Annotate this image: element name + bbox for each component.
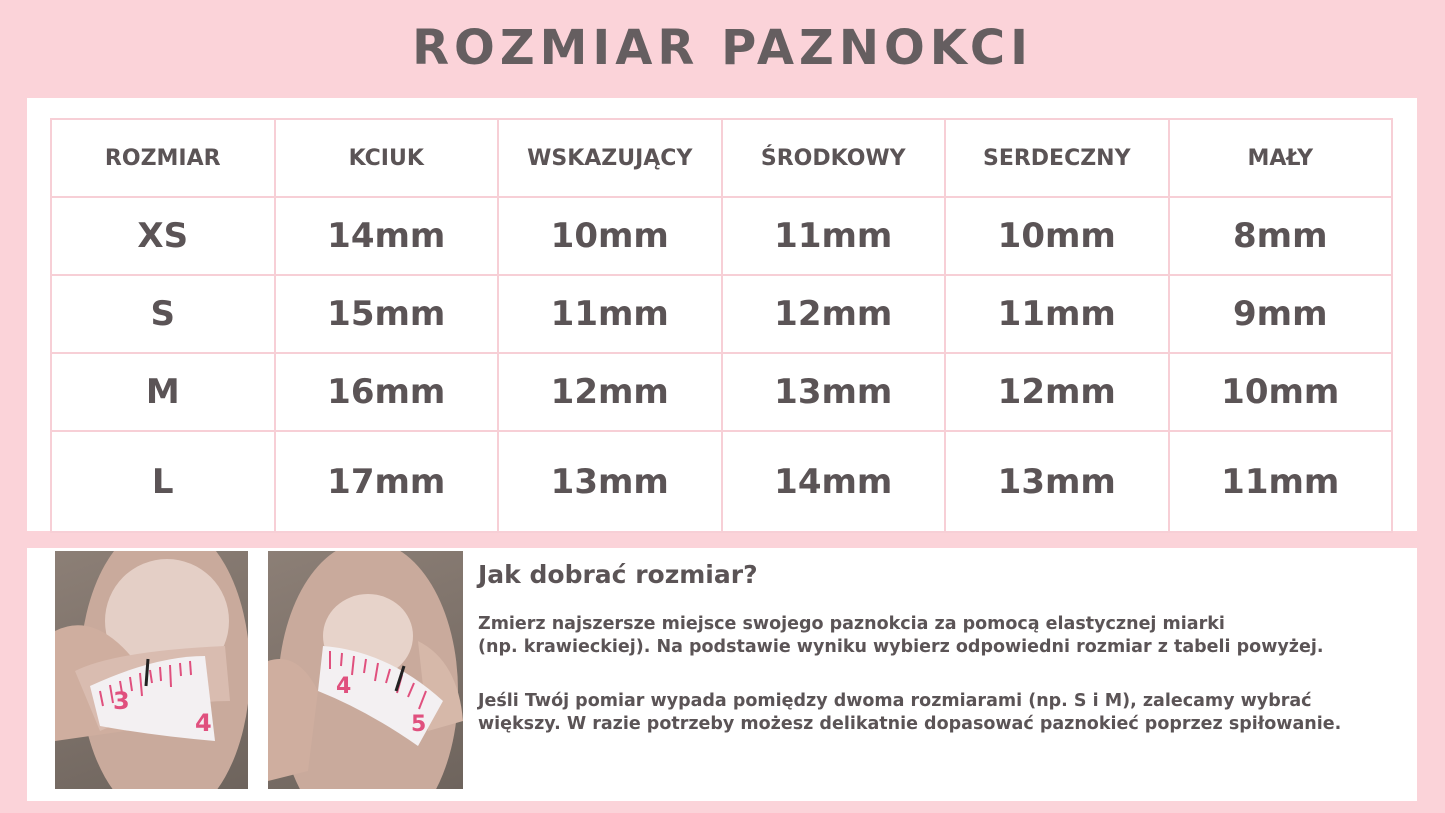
instruction-paragraph <box>478 613 1403 659</box>
page-title: ROZMIAR PAZNOKCI <box>412 20 1033 76</box>
instruction-line: Zmierz najszersze miejsce swojego paznokcia za pomocą elastycznej miarki <box>478 614 1225 634</box>
cell-index: 13mm <box>498 431 722 532</box>
header-ring: SERDECZNY <box>945 119 1169 197</box>
cell-little: 8mm <box>1169 197 1393 275</box>
cell-index: 11mm <box>498 275 722 353</box>
cell-middle: 12mm <box>722 275 946 353</box>
cell-thumb: 16mm <box>275 353 499 431</box>
header-index: WSKAZUJĄCY <box>498 119 722 197</box>
cell-little: 9mm <box>1169 275 1393 353</box>
between-sizes-paragraph <box>478 690 1403 736</box>
cell-size: M <box>51 353 275 431</box>
instruction-line: (np. krawieckiej). Na podstawie wyniku wybierz odpowiedni rozmiar z tabeli powyżej. <box>478 637 1324 657</box>
cell-ring: 10mm <box>945 197 1169 275</box>
cell-ring: 11mm <box>945 275 1169 353</box>
cell-middle: 14mm <box>722 431 946 532</box>
tape-number: 3 <box>113 687 130 715</box>
cell-ring: 12mm <box>945 353 1169 431</box>
size-table-card <box>27 98 1417 531</box>
header-little: MAŁY <box>1169 119 1393 197</box>
cell-thumb: 17mm <box>275 431 499 532</box>
cell-size: XS <box>51 197 275 275</box>
cell-ring: 13mm <box>945 431 1169 532</box>
table-row <box>51 431 1392 532</box>
cell-thumb: 15mm <box>275 275 499 353</box>
thumb-tape-illustration-2 <box>268 551 463 789</box>
thumb-measuring-photo-1 <box>55 551 248 789</box>
cell-middle: 13mm <box>722 353 946 431</box>
header-middle: ŚRODKOWY <box>722 119 946 197</box>
cell-index: 12mm <box>498 353 722 431</box>
how-to-choose-heading: Jak dobrać rozmiar? <box>478 560 758 589</box>
cell-thumb: 14mm <box>275 197 499 275</box>
thumb-measuring-photo-2 <box>268 551 463 789</box>
measuring-info-card <box>27 548 1417 801</box>
thumb-tape-illustration-1 <box>55 551 248 789</box>
tape-number: 4 <box>336 674 352 699</box>
tape-number: 4 <box>195 709 212 737</box>
table-row <box>51 275 1392 353</box>
cell-size: L <box>51 431 275 532</box>
header-thumb: KCIUK <box>275 119 499 197</box>
table-row <box>51 197 1392 275</box>
cell-little: 11mm <box>1169 431 1393 532</box>
cell-size: S <box>51 275 275 353</box>
table-header-row <box>51 119 1392 197</box>
instruction-line: większy. W razie potrzeby możesz delikatnie dopasować paznokieć poprzez spiłowanie. <box>478 714 1342 734</box>
table-row <box>51 353 1392 431</box>
cell-little: 10mm <box>1169 353 1393 431</box>
cell-index: 10mm <box>498 197 722 275</box>
cell-middle: 11mm <box>722 197 946 275</box>
header-size: ROZMIAR <box>51 119 275 197</box>
instruction-line: Jeśli Twój pomiar wypada pomiędzy dwoma rozmiarami (np. S i M), zalecamy wybrać <box>478 691 1312 711</box>
size-table <box>50 118 1393 533</box>
tape-number: 5 <box>411 712 427 737</box>
